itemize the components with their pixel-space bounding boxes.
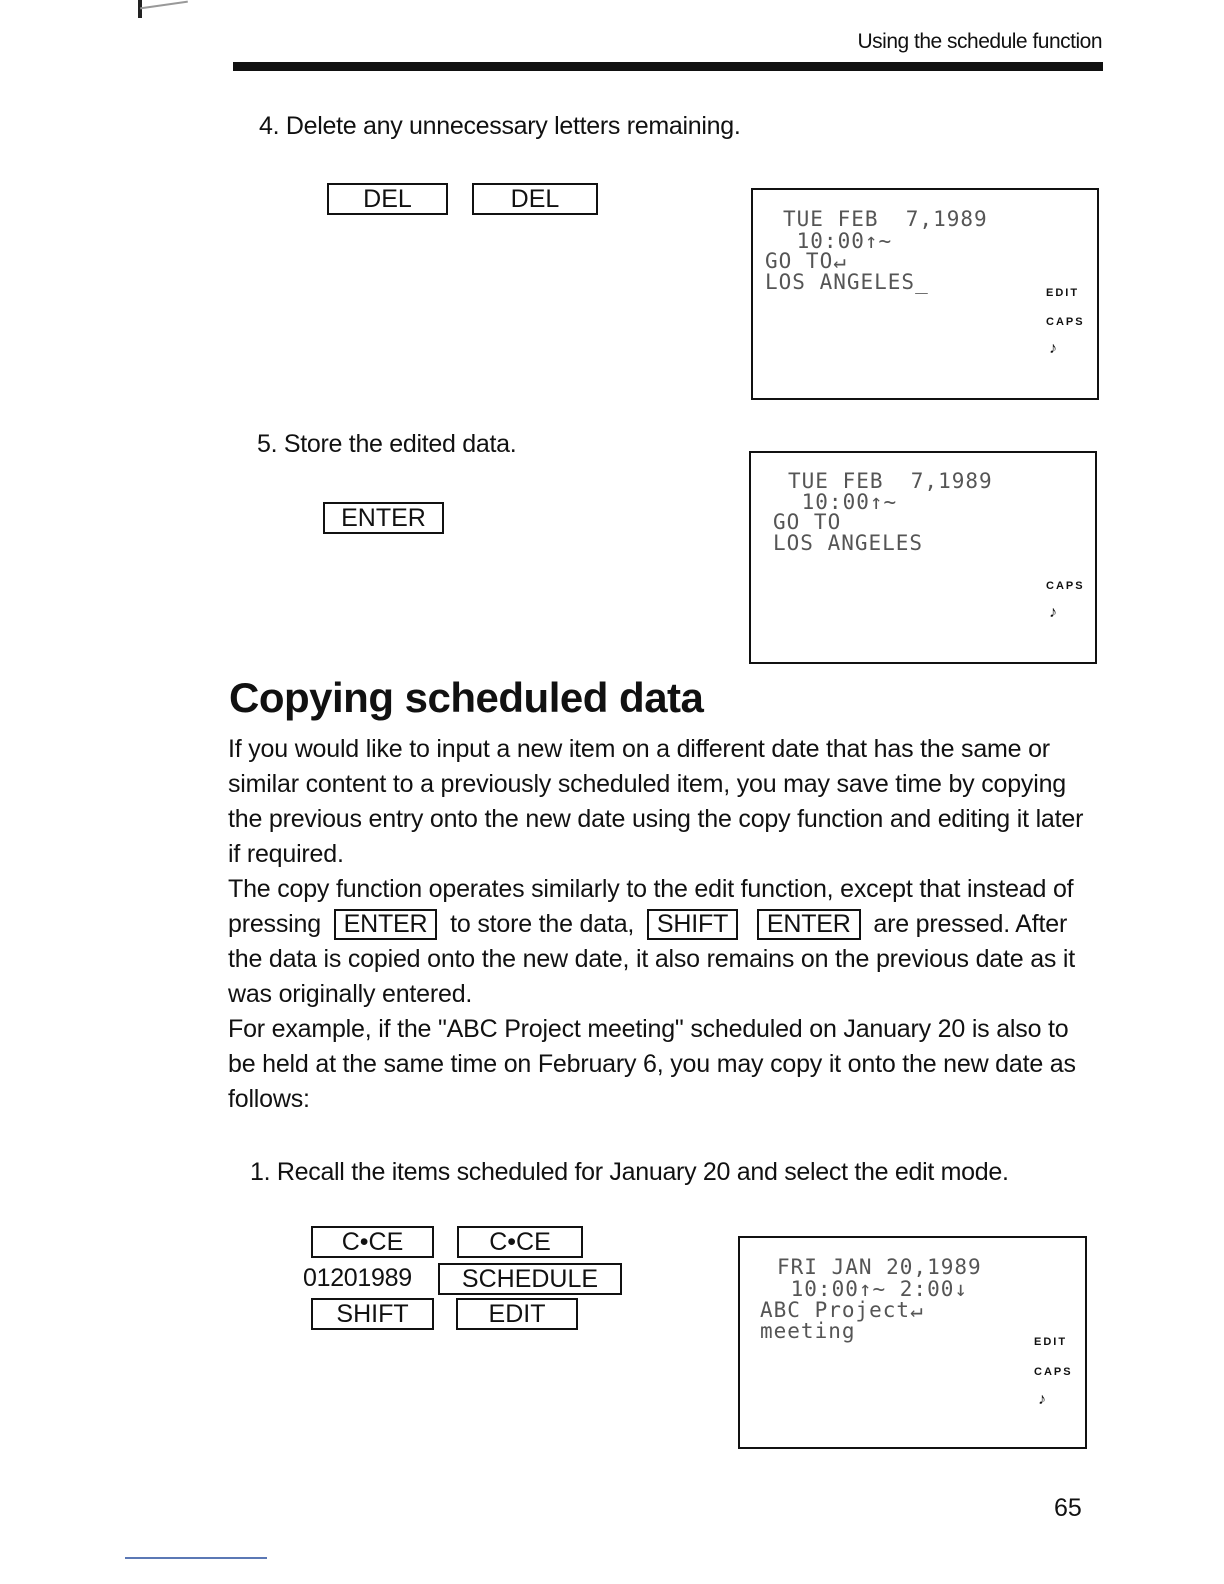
step-1-text: 1. Recall the items scheduled for January 20 and select the edit mode. <box>250 1158 1009 1186</box>
paragraph-3: For example, if the "ABC Project meeting" scheduled on January 20 is also to be held at the same time on February 6, you may copy it onto the new date as follows: <box>228 1015 1076 1113</box>
del-key-2: DEL <box>472 183 598 215</box>
lcd-1-line-4: LOS ANGELES_ <box>765 270 929 294</box>
lcd-display-1 <box>751 188 1099 400</box>
shift-key: SHIFT <box>311 1298 434 1330</box>
section-body <box>228 732 1094 1117</box>
lcd-1-line-3: GO TO↵ <box>765 249 847 273</box>
lcd-3-edit-indicator: EDIT <box>1034 1336 1068 1348</box>
lcd-3-line-3: ABC Project↵ <box>760 1298 924 1322</box>
corner-mark-stroke <box>140 1 188 10</box>
schedule-key: SCHEDULE <box>438 1263 622 1295</box>
lcd-1-music-note-icon: ♪ <box>1049 340 1057 357</box>
paragraph-2 <box>228 872 1094 1012</box>
lcd-2-caps-indicator: CAPS <box>1046 580 1085 592</box>
inline-enter-key-2: ENTER <box>757 909 861 940</box>
lcd-1-line-2: 10:00↑~ <box>783 229 893 253</box>
inline-enter-key: ENTER <box>334 909 438 940</box>
cce-key-2: C•CE <box>457 1226 583 1258</box>
lcd-2-line-1: TUE FEB 7,1989 <box>788 469 993 493</box>
lcd-1-line-1: TUE FEB 7,1989 <box>783 207 988 231</box>
bottom-rule <box>125 1557 267 1559</box>
step-4-text: 4. Delete any unnecessary letters remaining. <box>259 112 741 140</box>
lcd-2-line-2: 10:00↑~ <box>788 490 898 514</box>
lcd-3-music-note-icon: ♪ <box>1038 1391 1046 1408</box>
inline-shift-key: SHIFT <box>647 909 738 940</box>
lcd-display-2 <box>749 451 1097 664</box>
edit-key: EDIT <box>456 1298 578 1330</box>
page-number: 65 <box>1054 1494 1082 1522</box>
lcd-1-caps-indicator: CAPS <box>1046 316 1085 328</box>
date-entry: 01201989 <box>303 1264 412 1292</box>
header-rule <box>233 62 1103 71</box>
lcd-3-line-4: meeting <box>760 1319 856 1343</box>
lcd-1-edit-indicator: EDIT <box>1046 287 1080 299</box>
cce-key-1: C•CE <box>311 1226 434 1258</box>
paragraph-2-before: The copy function operates similarly to the edit function, except that instead of pressing <box>228 875 1074 938</box>
section-heading: Copying scheduled data <box>229 674 704 721</box>
lcd-3-line-1: FRI JAN 20,1989 <box>777 1255 982 1279</box>
paragraph-2-middle: to store the data, <box>450 910 635 938</box>
lcd-display-3 <box>738 1236 1087 1449</box>
step-5-text: 5. Store the edited data. <box>257 430 517 458</box>
del-key-1: DEL <box>327 183 448 215</box>
lcd-3-line-2: 10:00↑~ 2:00↓ <box>777 1277 969 1301</box>
header-title: Using the schedule function <box>857 30 1102 53</box>
lcd-2-line-3: GO TO <box>773 510 842 534</box>
lcd-3-caps-indicator: CAPS <box>1034 1366 1073 1378</box>
lcd-2-line-4: LOS ANGELES <box>773 531 924 555</box>
enter-key: ENTER <box>323 502 444 534</box>
paragraph-1: If you would like to input a new item on a different date that has the same or similar content to a previously scheduled item, you may save time by copying the previous entry onto the new date using the copy function and editing it later if required. <box>228 735 1084 868</box>
lcd-2-music-note-icon: ♪ <box>1049 604 1057 621</box>
paragraph-2-after: are pressed. After the data is copied onto the new date, it also remains on the previous date as it was originally entered. <box>228 910 1076 1008</box>
